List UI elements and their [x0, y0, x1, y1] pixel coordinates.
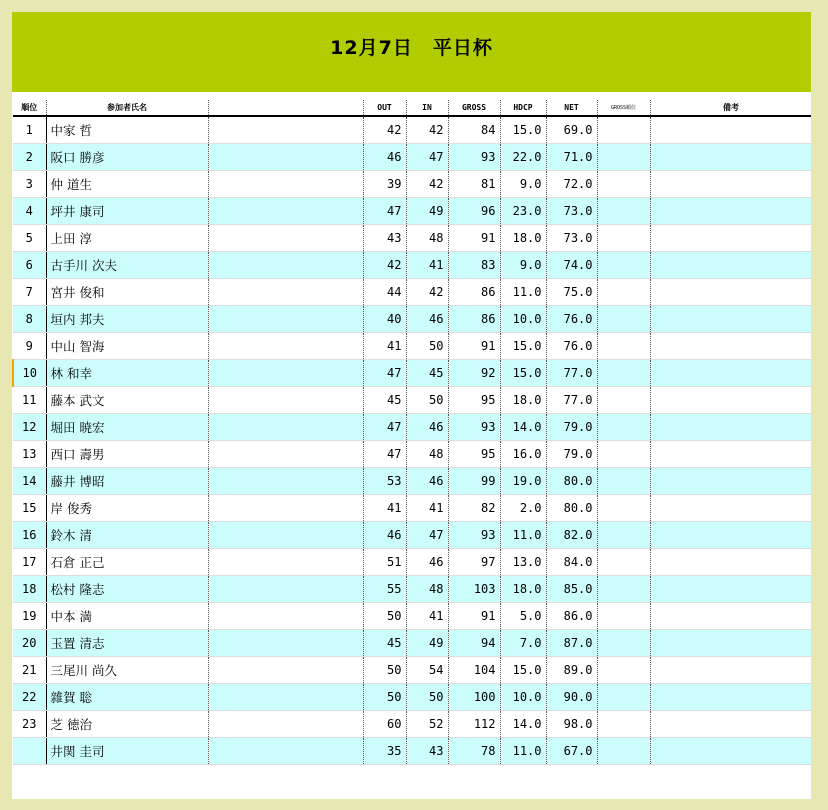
header-gross: GROSS: [448, 100, 500, 116]
gross-rank-cell: [597, 143, 650, 170]
rank-cell: 6: [13, 251, 46, 278]
table-row: [13, 143, 811, 170]
blank-cell: [208, 278, 363, 305]
table-row: [13, 332, 811, 359]
blank-cell: [208, 602, 363, 629]
gross-score-cell: 104: [448, 656, 500, 683]
out-score-cell: 47: [363, 197, 406, 224]
net-score-cell: 82.0: [546, 521, 597, 548]
gross-score-cell: 81: [448, 170, 500, 197]
net-score-cell: 84.0: [546, 548, 597, 575]
net-score-cell: 85.0: [546, 575, 597, 602]
gross-score-cell: 99: [448, 467, 500, 494]
blank-cell: [208, 116, 363, 143]
player-name-cell: 阪口 勝彦: [46, 143, 208, 170]
header-net: NET: [546, 100, 597, 116]
gross-rank-cell: [597, 629, 650, 656]
net-score-cell: 73.0: [546, 197, 597, 224]
net-score-cell: 98.0: [546, 710, 597, 737]
in-score-cell: 47: [406, 143, 448, 170]
rank-cell: 18: [13, 575, 46, 602]
table-row: [13, 197, 811, 224]
gross-rank-cell: [597, 332, 650, 359]
net-score-cell: 76.0: [546, 305, 597, 332]
net-score-cell: 80.0: [546, 467, 597, 494]
handicap-cell: 10.0: [500, 305, 546, 332]
net-score-cell: 72.0: [546, 170, 597, 197]
note-cell: [650, 224, 811, 251]
header-name: 参加者氏名: [46, 100, 208, 116]
table-row: [13, 710, 811, 737]
gross-rank-cell: [597, 386, 650, 413]
rank-cell: 20: [13, 629, 46, 656]
table-row: [13, 305, 811, 332]
note-cell: [650, 170, 811, 197]
in-score-cell: 42: [406, 278, 448, 305]
in-score-cell: 46: [406, 413, 448, 440]
gross-score-cell: 97: [448, 548, 500, 575]
table-row: [13, 359, 811, 386]
table-row: [13, 575, 811, 602]
table-row: [13, 251, 811, 278]
handicap-cell: 7.0: [500, 629, 546, 656]
rank-cell: 16: [13, 521, 46, 548]
handicap-cell: 13.0: [500, 548, 546, 575]
blank-cell: [208, 251, 363, 278]
rank-cell: 11: [13, 386, 46, 413]
rank-cell: 22: [13, 683, 46, 710]
gross-score-cell: 96: [448, 197, 500, 224]
rank-cell: 21: [13, 656, 46, 683]
handicap-cell: 19.0: [500, 467, 546, 494]
out-score-cell: 50: [363, 683, 406, 710]
in-score-cell: 41: [406, 251, 448, 278]
net-score-cell: 89.0: [546, 656, 597, 683]
player-name-cell: 中本 満: [46, 602, 208, 629]
blank-cell: [208, 548, 363, 575]
out-score-cell: 45: [363, 629, 406, 656]
out-score-cell: 42: [363, 251, 406, 278]
blank-cell: [208, 575, 363, 602]
blank-cell: [208, 683, 363, 710]
blank-cell: [208, 305, 363, 332]
in-score-cell: 43: [406, 737, 448, 764]
net-score-cell: 71.0: [546, 143, 597, 170]
in-score-cell: 42: [406, 170, 448, 197]
net-score-cell: 69.0: [546, 116, 597, 143]
player-name-cell: 仲 道生: [46, 170, 208, 197]
gross-score-cell: 91: [448, 224, 500, 251]
title-bar: [12, 12, 811, 92]
in-score-cell: 50: [406, 332, 448, 359]
table-row: [13, 170, 811, 197]
net-score-cell: 76.0: [546, 332, 597, 359]
net-score-cell: 74.0: [546, 251, 597, 278]
player-name-cell: 石倉 正己: [46, 548, 208, 575]
gross-score-cell: 93: [448, 521, 500, 548]
table-row: [13, 737, 811, 764]
table-row: [13, 116, 811, 143]
blank-cell: [208, 197, 363, 224]
gross-rank-cell: [597, 224, 650, 251]
table-row: [13, 629, 811, 656]
header-rank: 順位: [13, 100, 46, 116]
table-row: [13, 413, 811, 440]
gross-score-cell: 95: [448, 440, 500, 467]
player-name-cell: 鈴木 清: [46, 521, 208, 548]
blank-cell: [208, 521, 363, 548]
handicap-cell: 9.0: [500, 251, 546, 278]
player-name-cell: 井関 圭司: [46, 737, 208, 764]
in-score-cell: 48: [406, 575, 448, 602]
player-name-cell: 藤井 博昭: [46, 467, 208, 494]
rank-cell: 12: [13, 413, 46, 440]
table-row: [13, 224, 811, 251]
gross-rank-cell: [597, 467, 650, 494]
out-score-cell: 46: [363, 521, 406, 548]
blank-cell: [208, 386, 363, 413]
in-score-cell: 50: [406, 683, 448, 710]
table-row: [13, 548, 811, 575]
gross-score-cell: 100: [448, 683, 500, 710]
out-score-cell: 43: [363, 224, 406, 251]
table-row: [13, 683, 811, 710]
rank-cell: 14: [13, 467, 46, 494]
rank-cell: 8: [13, 305, 46, 332]
blank-cell: [208, 494, 363, 521]
blank-cell: [208, 656, 363, 683]
note-cell: [650, 440, 811, 467]
player-name-cell: 坪井 康司: [46, 197, 208, 224]
gross-score-cell: 94: [448, 629, 500, 656]
header-hdcp: HDCP: [500, 100, 546, 116]
blank-cell: [208, 710, 363, 737]
note-cell: [650, 656, 811, 683]
results-table: [12, 100, 811, 765]
gross-rank-cell: [597, 197, 650, 224]
handicap-cell: 16.0: [500, 440, 546, 467]
handicap-cell: 11.0: [500, 278, 546, 305]
note-cell: [650, 197, 811, 224]
rank-cell: 1: [13, 116, 46, 143]
gross-rank-cell: [597, 737, 650, 764]
gross-score-cell: 83: [448, 251, 500, 278]
gross-rank-cell: [597, 359, 650, 386]
header-blank: [208, 100, 363, 116]
player-name-cell: 堀田 暁宏: [46, 413, 208, 440]
in-score-cell: 48: [406, 440, 448, 467]
note-cell: [650, 494, 811, 521]
out-score-cell: 55: [363, 575, 406, 602]
rank-cell: 4: [13, 197, 46, 224]
table-row: [13, 494, 811, 521]
rank-cell: 5: [13, 224, 46, 251]
rank-cell: 17: [13, 548, 46, 575]
note-cell: [650, 278, 811, 305]
gross-rank-cell: [597, 710, 650, 737]
handicap-cell: 10.0: [500, 683, 546, 710]
note-cell: [650, 359, 811, 386]
rank-cell: 13: [13, 440, 46, 467]
gross-score-cell: 112: [448, 710, 500, 737]
net-score-cell: 86.0: [546, 602, 597, 629]
out-score-cell: 41: [363, 332, 406, 359]
gross-score-cell: 78: [448, 737, 500, 764]
gross-rank-cell: [597, 440, 650, 467]
blank-cell: [208, 737, 363, 764]
in-score-cell: 46: [406, 467, 448, 494]
handicap-cell: 2.0: [500, 494, 546, 521]
out-score-cell: 47: [363, 440, 406, 467]
note-cell: [650, 683, 811, 710]
out-score-cell: 35: [363, 737, 406, 764]
blank-cell: [208, 224, 363, 251]
header-in: IN: [406, 100, 448, 116]
handicap-cell: 22.0: [500, 143, 546, 170]
player-name-cell: 中家 哲: [46, 116, 208, 143]
rank-cell: 23: [13, 710, 46, 737]
net-score-cell: 67.0: [546, 737, 597, 764]
player-name-cell: 宮井 俊和: [46, 278, 208, 305]
in-score-cell: 46: [406, 548, 448, 575]
blank-cell: [208, 440, 363, 467]
handicap-cell: 23.0: [500, 197, 546, 224]
player-name-cell: 三尾川 尚久: [46, 656, 208, 683]
blank-cell: [208, 413, 363, 440]
player-name-cell: 芝 徳治: [46, 710, 208, 737]
out-score-cell: 47: [363, 413, 406, 440]
out-score-cell: 50: [363, 656, 406, 683]
header-gross-rank: GROSS順位: [597, 100, 650, 116]
rank-cell: 15: [13, 494, 46, 521]
gross-rank-cell: [597, 521, 650, 548]
net-score-cell: 79.0: [546, 440, 597, 467]
gross-score-cell: 95: [448, 386, 500, 413]
table-row: [13, 602, 811, 629]
table-row: [13, 278, 811, 305]
page-title: 12月7日 平日杯: [330, 37, 493, 59]
table-row: [13, 467, 811, 494]
net-score-cell: 80.0: [546, 494, 597, 521]
handicap-cell: 18.0: [500, 386, 546, 413]
handicap-cell: 14.0: [500, 710, 546, 737]
out-score-cell: 40: [363, 305, 406, 332]
gross-score-cell: 82: [448, 494, 500, 521]
gross-rank-cell: [597, 656, 650, 683]
in-score-cell: 47: [406, 521, 448, 548]
out-score-cell: 46: [363, 143, 406, 170]
rank-cell: 9: [13, 332, 46, 359]
blank-cell: [208, 359, 363, 386]
player-name-cell: 藤本 武文: [46, 386, 208, 413]
blank-cell: [208, 629, 363, 656]
note-cell: [650, 332, 811, 359]
note-cell: [650, 386, 811, 413]
rank-cell: 10: [13, 359, 46, 386]
note-cell: [650, 548, 811, 575]
note-cell: [650, 521, 811, 548]
player-name-cell: 上田 淳: [46, 224, 208, 251]
gross-rank-cell: [597, 602, 650, 629]
note-cell: [650, 602, 811, 629]
rank-cell: 7: [13, 278, 46, 305]
player-name-cell: 古手川 次夫: [46, 251, 208, 278]
gross-score-cell: 86: [448, 278, 500, 305]
handicap-cell: 11.0: [500, 737, 546, 764]
in-score-cell: 49: [406, 197, 448, 224]
gross-rank-cell: [597, 170, 650, 197]
gross-rank-cell: [597, 251, 650, 278]
gross-score-cell: 91: [448, 332, 500, 359]
out-score-cell: 60: [363, 710, 406, 737]
gross-rank-cell: [597, 116, 650, 143]
blank-cell: [208, 467, 363, 494]
handicap-cell: 14.0: [500, 413, 546, 440]
net-score-cell: 77.0: [546, 359, 597, 386]
gross-rank-cell: [597, 683, 650, 710]
gross-score-cell: 103: [448, 575, 500, 602]
rank-cell: 19: [13, 602, 46, 629]
handicap-cell: 18.0: [500, 575, 546, 602]
note-cell: [650, 143, 811, 170]
out-score-cell: 47: [363, 359, 406, 386]
handicap-cell: 9.0: [500, 170, 546, 197]
in-score-cell: 46: [406, 305, 448, 332]
out-score-cell: 39: [363, 170, 406, 197]
net-score-cell: 75.0: [546, 278, 597, 305]
table-row: [13, 386, 811, 413]
rank-cell: [13, 737, 46, 764]
handicap-cell: 15.0: [500, 656, 546, 683]
gross-rank-cell: [597, 413, 650, 440]
in-score-cell: 48: [406, 224, 448, 251]
gross-score-cell: 93: [448, 143, 500, 170]
out-score-cell: 44: [363, 278, 406, 305]
rank-cell: 2: [13, 143, 46, 170]
table-row: [13, 440, 811, 467]
in-score-cell: 54: [406, 656, 448, 683]
in-score-cell: 49: [406, 629, 448, 656]
table-header-row: [13, 100, 811, 116]
out-score-cell: 53: [363, 467, 406, 494]
player-name-cell: 西口 壽男: [46, 440, 208, 467]
note-cell: [650, 467, 811, 494]
net-score-cell: 77.0: [546, 386, 597, 413]
blank-cell: [208, 170, 363, 197]
note-cell: [650, 116, 811, 143]
note-cell: [650, 413, 811, 440]
out-score-cell: 51: [363, 548, 406, 575]
header-note: 備考: [650, 100, 811, 116]
gross-rank-cell: [597, 305, 650, 332]
out-score-cell: 45: [363, 386, 406, 413]
in-score-cell: 52: [406, 710, 448, 737]
note-cell: [650, 305, 811, 332]
in-score-cell: 41: [406, 494, 448, 521]
note-cell: [650, 737, 811, 764]
player-name-cell: 岸 俊秀: [46, 494, 208, 521]
handicap-cell: 5.0: [500, 602, 546, 629]
out-score-cell: 41: [363, 494, 406, 521]
player-name-cell: 雜賀 聡: [46, 683, 208, 710]
player-name-cell: 玉置 清志: [46, 629, 208, 656]
gross-rank-cell: [597, 278, 650, 305]
blank-cell: [208, 143, 363, 170]
handicap-cell: 15.0: [500, 332, 546, 359]
gross-score-cell: 92: [448, 359, 500, 386]
net-score-cell: 90.0: [546, 683, 597, 710]
results-panel: [12, 12, 811, 799]
in-score-cell: 42: [406, 116, 448, 143]
gross-score-cell: 86: [448, 305, 500, 332]
out-score-cell: 42: [363, 116, 406, 143]
net-score-cell: 79.0: [546, 413, 597, 440]
gross-rank-cell: [597, 548, 650, 575]
table-row: [13, 656, 811, 683]
table-row: [13, 521, 811, 548]
handicap-cell: 11.0: [500, 521, 546, 548]
gross-rank-cell: [597, 575, 650, 602]
blank-cell: [208, 332, 363, 359]
note-cell: [650, 629, 811, 656]
in-score-cell: 50: [406, 386, 448, 413]
header-out: OUT: [363, 100, 406, 116]
player-name-cell: 垣内 邦夫: [46, 305, 208, 332]
note-cell: [650, 575, 811, 602]
handicap-cell: 15.0: [500, 116, 546, 143]
in-score-cell: 41: [406, 602, 448, 629]
note-cell: [650, 251, 811, 278]
handicap-cell: 18.0: [500, 224, 546, 251]
gross-score-cell: 84: [448, 116, 500, 143]
out-score-cell: 50: [363, 602, 406, 629]
player-name-cell: 松村 隆志: [46, 575, 208, 602]
in-score-cell: 45: [406, 359, 448, 386]
gross-rank-cell: [597, 494, 650, 521]
note-cell: [650, 710, 811, 737]
gross-score-cell: 93: [448, 413, 500, 440]
handicap-cell: 15.0: [500, 359, 546, 386]
net-score-cell: 87.0: [546, 629, 597, 656]
gross-score-cell: 91: [448, 602, 500, 629]
player-name-cell: 林 和幸: [46, 359, 208, 386]
player-name-cell: 中山 智海: [46, 332, 208, 359]
net-score-cell: 73.0: [546, 224, 597, 251]
rank-cell: 3: [13, 170, 46, 197]
